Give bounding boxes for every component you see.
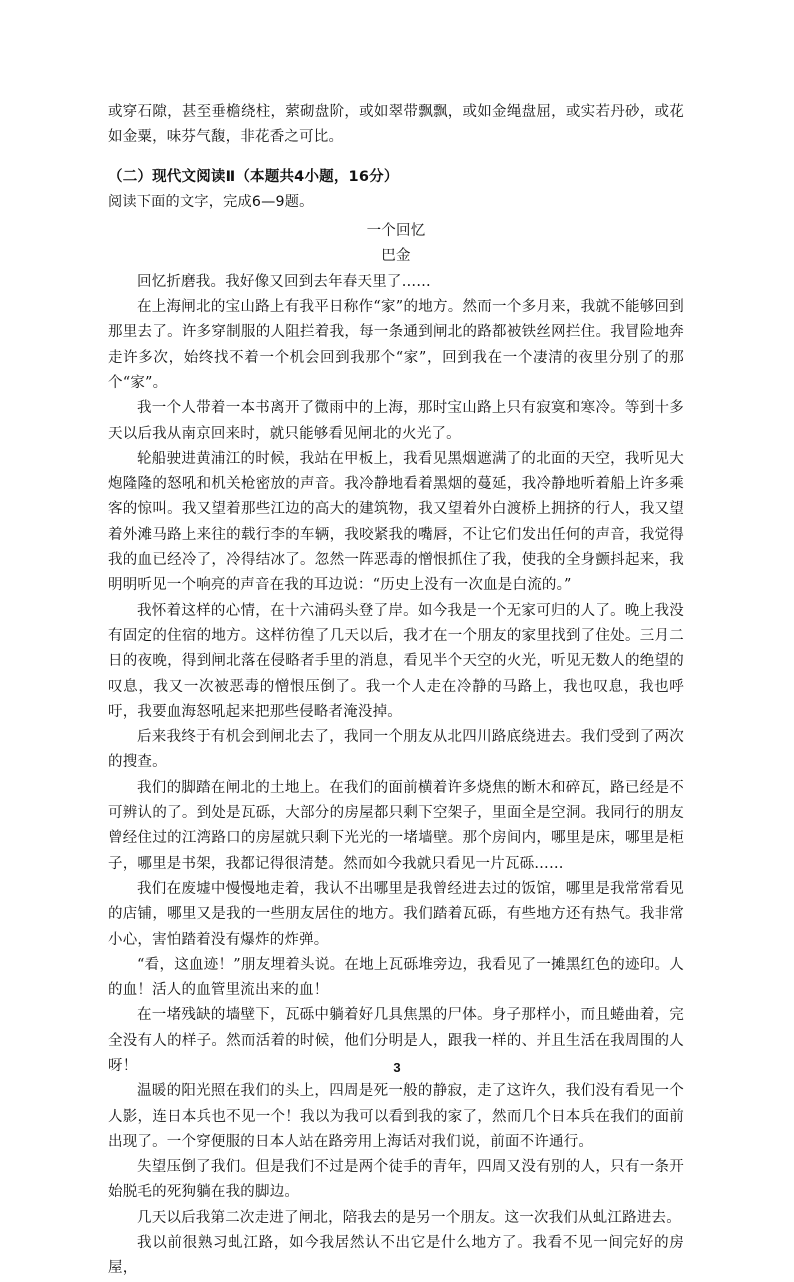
- paragraph: 温暖的阳光照在我们的头上，四周是死一般的静寂，走了这许久，我们没有看见一个人影，连日本兵也不见一个！我以为我可以看到我的家了，然而几个日本兵在我们的面前出现了。一个穿便服的日本人站在路旁用上海话对我们说，前面不许通行。: [108, 1083, 684, 1150]
- paragraph: 后来我终于有机会到闸北去了，我同一个朋友从北四川路底绕进去。我们受到了两次的搜查。: [108, 729, 684, 771]
- paragraph: 轮船驶进黄浦江的时候，我站在甲板上，我看见黑烟遮满了的北面的天空，我听见大炮隆隆的怒吼和机关枪密放的声音。我冷静地看着黑烟的蔓延，我冷静地听着船上许多乘客的惊叫。我又望着那些江边的高大的建筑物，我又望着外白渡桥上拥挤的行人，我又望着外滩马路上来往的载行李的车辆，我咬紧我的嘴唇，不让它们发出任何的声音，我觉得我的血已经冷了，冷得结冰了。忽然一阵恶毒的憎恨抓住了我，使我的全身颤抖起来，我明明听见一个响亮的声音在我的耳边说：“历史上没有一次血是白流的。”: [108, 450, 684, 594]
- intro-paragraph: 或穿石隙，甚至垂檐绕柱，萦砌盘阶，或如翠带飘飘，或如金绳盘屈，或实若丹砂，或花如金粟，味芬气馥，非花香之可比。: [108, 104, 684, 146]
- paragraph: “看，这血迹！”朋友埋着头说。在地上瓦砾堆旁边，我看见了一摊黑红色的迹印。人的血！活人的血管里流出来的血！: [108, 956, 684, 999]
- article-title: 一个回忆: [366, 223, 426, 240]
- article-author: 巴金: [381, 248, 411, 265]
- paragraph: 失望压倒了我们。但是我们不过是两个徒手的青年，四周又没有别的人，只有一条开始脱毛的死狗躺在我的脚边。: [108, 1159, 684, 1201]
- page-content: [108, 100, 684, 1282]
- paragraph: 我们在废墟中慢慢地走着，我认不出哪里是我曾经进去过的饭馆，哪里是我常常看见的店铺，哪里又是我的一些朋友居住的地方。我们踏着瓦砾，有些地方还有热气。我非常小心，害怕踏着没有爆炸的炸弹。: [108, 880, 684, 948]
- paragraph: 我怀着这样的心情，在十六浦码头登了岸。如今我是一个无家可归的人了。晚上我没有固定的住宿的地方。这样彷徨了几天以后，我才在一个朋友的家里找到了住处。三月二日的夜晚，得到闸北落在侵略者手里的消息，看见半个天空的火光，听见无数人的绝望的叹息，我又一次被恶毒的憎恨压倒了。我一个人走在冷静的马路上，我也叹息，我也呼吁，我要血海怒吼起来把那些侵略者淹没掉。: [108, 602, 684, 720]
- section-heading: （二）现代文阅读Ⅱ（本题共4小题，16分）: [108, 168, 399, 185]
- paragraph: 在上海闸北的宝山路上有我平日称作“家”的地方。然而一个多月来，我就不能够回到那里去了。许多穿制服的人阻拦着我，每一条通到闸北的路都被铁丝网拦住。我冒险地奔走许多次，始终找不着一个机会回到我那个“家”，回到我在一个凄清的夜里分别了的那个“家”。: [108, 299, 684, 391]
- paragraph: 回忆折磨我。我好像又回到去年春天里了……: [137, 273, 431, 290]
- paragraph: 几天以后我第二次走进了闸北，陪我去的是另一个朋友。这一次我们从虬江路进去。: [137, 1209, 681, 1226]
- paragraph: 我一个人带着一本书离开了微雨中的上海，那时宝山路上只有寂寞和寒冷。等到十多天以后我从南京回来时，就只能够看见闸北的火光了。: [108, 400, 684, 442]
- reading-instruction: 阅读下面的文字，完成6—9题。: [108, 193, 314, 210]
- paragraph: 我以前很熟习虬江路，如今我居然认不出它是什么地方了。我看不见一间完好的房屋，: [108, 1235, 684, 1277]
- page-number: 3: [393, 1060, 401, 1075]
- paragraph: 在一堵残缺的墙壁下，瓦砾中躺着好几具焦黑的尸体。身子那样小，而且蜷曲着，完全没有人的样子。然而活着的时候，他们分明是人，跟我一样的、并且生活在我周围的人呀！: [108, 1007, 684, 1074]
- paragraph: 我们的脚踏在闸北的土地上。在我们的面前横着许多烧焦的断木和碎瓦，路已经是不可辨认的了。到处是瓦砾，大部分的房屋都只剩下空架子，里面全是空洞。我同行的朋友曾经住过的江湾路口的房屋就只剩下光光的一堵墙壁。那个房间内，哪里是床，哪里是柜子，哪里是书架，我都记得很清楚。然而如今我就只看见一片瓦砾……: [108, 779, 684, 872]
